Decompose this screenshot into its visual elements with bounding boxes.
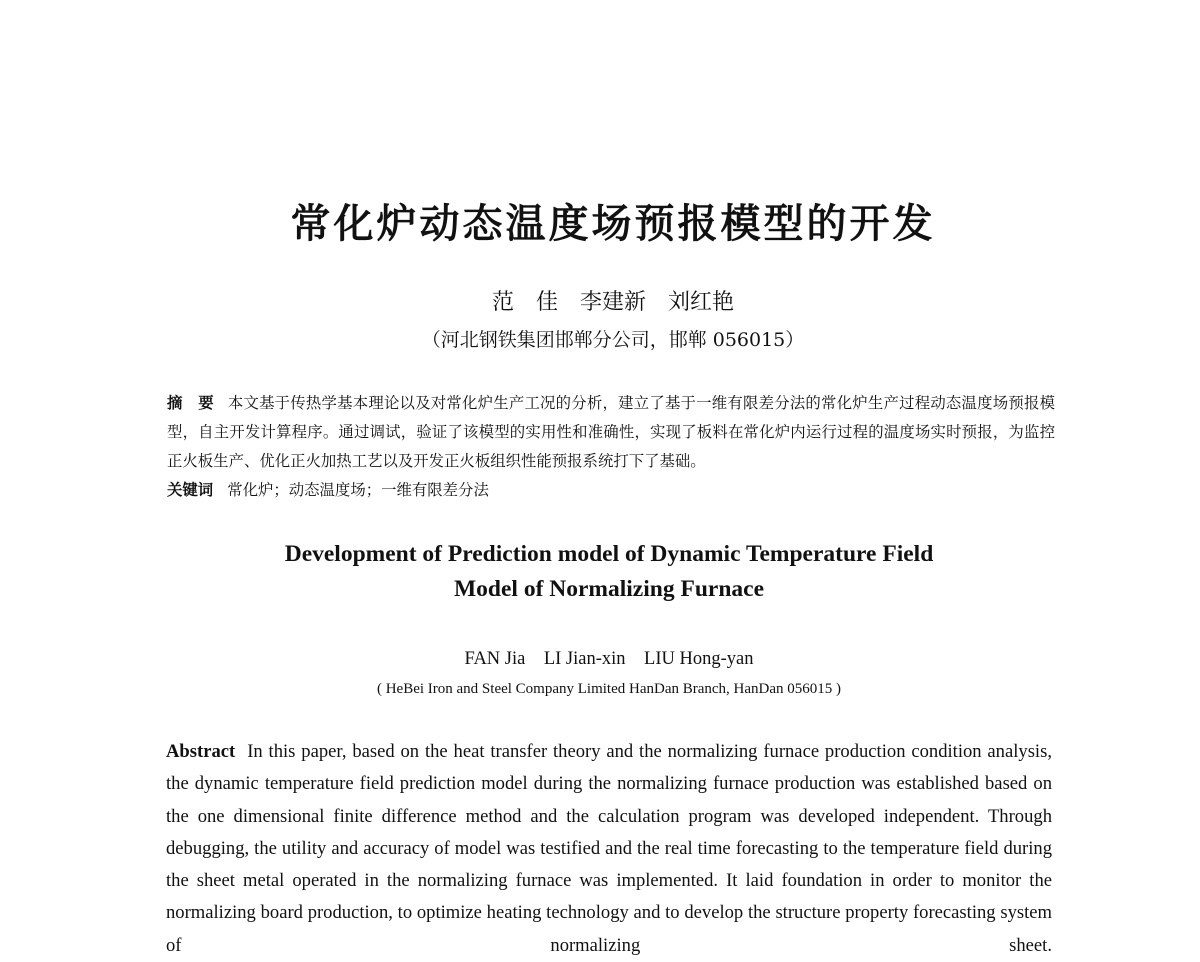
chinese-title: 常化炉动态温度场预报模型的开发 — [290, 201, 936, 247]
chinese-authors: 范 佳 李建新 刘红艳 — [491, 290, 734, 315]
english-abstract-text: In this paper, based on the heat transfer theory and the normalizing furnace production condition analysis, the dynamic temperature field prediction model during the normalizing furnace production was established based on the one dimensional finite difference method and the calculation program was developed independent. Through debugging, the utility and accuracy of model was testified and the real time forecasting to the temperature field during the sheet metal operated in the normalizing furnace was implemented. It laid foundation in order to monitor the normalizing board production, to optimize heating technology and to develop the structure property forecasting system of normalizing sheet. — [166, 741, 1052, 956]
chinese-abstract — [167, 389, 1055, 476]
chinese-affiliation: （河北钢铁集团邯郸分公司，邯郸 056015） — [421, 329, 805, 351]
chinese-abstract-text: 本文基于传热学基本理论以及对常化炉生产工况的分析，建立了基于一维有限差分法的常化炉生产过程动态温度场预报模型，自主开发计算程序。通过调试，验证了该模型的实用性和准确性，实现了板料在常化炉内运行过程的温度场实时预报，为监控正火板生产、优化正火加热工艺以及开发正火板组织性能预报系统打下了基础。 — [167, 394, 1055, 470]
chinese-keywords-label: 关键词 — [167, 481, 214, 499]
chinese-keywords-text: 常化炉；动态温度场；一维有限差分法 — [227, 481, 489, 499]
chinese-abstract-label: 摘 要 — [167, 394, 214, 412]
english-affiliation: ( HeBei Iron and Steel Company Limited HanDan Branch, HanDan 056015 ) — [376, 681, 842, 697]
english-title-line-1: Development of Prediction model of Dynamic Temperature Field — [284, 541, 934, 567]
english-abstract — [166, 736, 1052, 962]
chinese-keywords — [167, 476, 1055, 505]
english-authors: FAN Jia LI Jian-xin LIU Hong-yan — [464, 649, 754, 669]
english-title — [0, 537, 1200, 607]
english-title-line-2: Model of Normalizing Furnace — [453, 576, 764, 602]
english-abstract-label: Abstract — [166, 741, 236, 762]
